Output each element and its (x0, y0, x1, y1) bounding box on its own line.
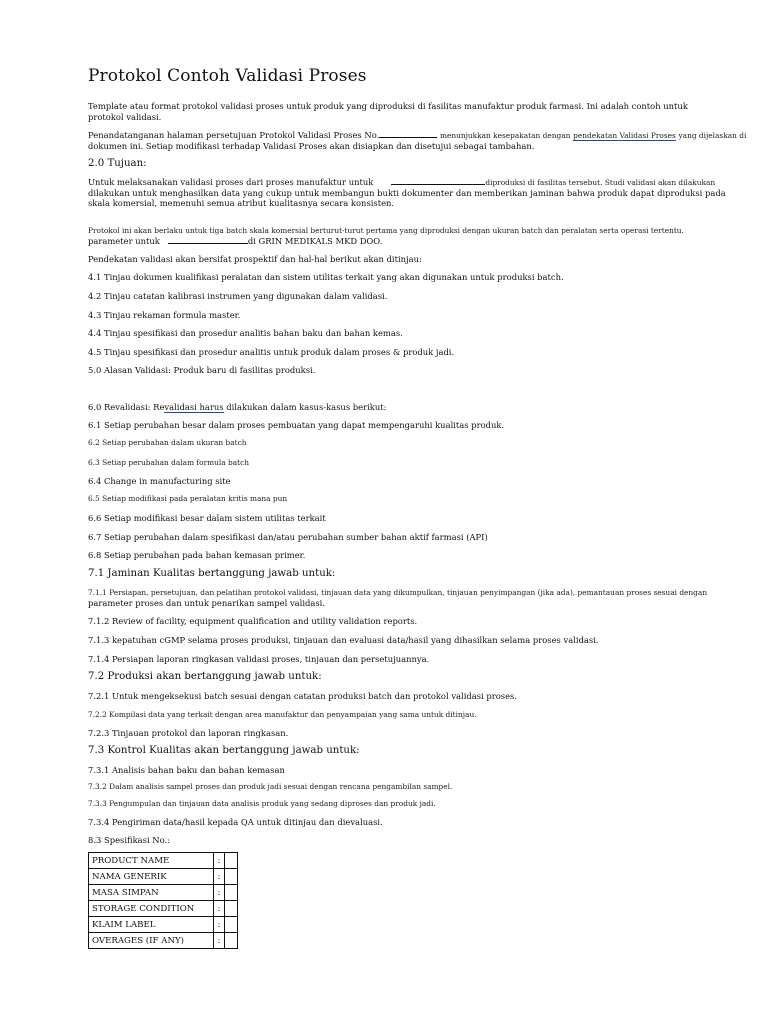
item-4-3: 4.3 Tinjau rekaman formula master. (88, 310, 241, 320)
approach-text: Pendekatan validasi akan bersifat prospektif dan hal-hal berikut akan ditinjau: (88, 254, 422, 264)
item-6-8: 6.8 Setiap perubahan pada bahan kemasan primer. (88, 550, 306, 560)
signature-line-2: dokumen ini. Setiap modifikasi terhadap Validasi Proses akan disiapkan dan disetujui sebagai tambahan. (88, 141, 535, 151)
signature-mid: menunjukkan kesepakatan dengan (439, 131, 571, 140)
item-7-2-2: 7.2.2 Kompilasi data yang terkait dengan area manufaktur dan penyampaian yang sama untuk ditinjau. (88, 710, 477, 719)
spec-value (225, 853, 238, 869)
spec-label: PRODUCT NAME (89, 853, 214, 869)
item-7-1-2: 7.1.2 Review of facility, equipment qualification and utility validation reports. (88, 616, 418, 626)
table-row (89, 917, 238, 933)
table-row (89, 869, 238, 885)
spec-value (225, 901, 238, 917)
item-6-3: 6.3 Setiap perubahan dalam formula batch (88, 458, 250, 467)
spec-label: NAMA GENERIK (89, 869, 214, 885)
spec-label: OVERAGES (IF ANY) (89, 933, 214, 949)
section-7-2-heading: 7.2 Produksi akan bertanggung jawab untuk: (88, 671, 322, 682)
item-7-2-3: 7.2.3 Tinjauan protokol dan laporan ringkasan. (88, 728, 289, 738)
intro-line-2: protokol validasi. (88, 112, 162, 122)
item-6-1: 6.1 Setiap perubahan besar dalam proses pembuatan yang dapat mempengaruhi kualitas produk. (88, 420, 505, 430)
spec-sep: : (214, 933, 225, 949)
item-6-5: 6.5 Setiap modifikasi pada peralatan kritis mana pun (88, 494, 288, 503)
item-4-2: 4.2 Tinjau catatan kalibrasi instrumen yang digunakan dalam validasi. (88, 291, 388, 301)
spec-sep: : (214, 885, 225, 901)
section-7-1-heading: 7.1 Jaminan Kualitas bertanggung jawab untuk: (88, 568, 336, 579)
spec-label: KLAIM LABEL (89, 917, 214, 933)
item-6-6: 6.6 Setiap modifikasi besar dalam sistem utilitas terkait (88, 513, 326, 523)
protocol-line-2a: parameter untuk (88, 236, 160, 246)
table-row (89, 853, 238, 869)
revalidation-heading (88, 402, 386, 412)
signature-post: yang dijelaskan di (678, 131, 747, 140)
section-2-heading: 2.0 Tujuan: (88, 158, 147, 169)
parameter-blank (168, 242, 248, 244)
item-7-1-3: 7.1.3 kepatuhan cGMP selama proses produksi, tinjauan dan evaluasi data/hasil yang dihasilkan selama proses validasi. (88, 635, 599, 645)
spec-sep: : (214, 869, 225, 885)
table-row (89, 901, 238, 917)
spec-heading: 8.3 Spesifikasi No.: (88, 835, 171, 845)
spec-table (88, 852, 238, 949)
item-7-3-4: 7.3.4 Pengiriman data/hasil kepada QA untuk ditinjau dan dievaluasi. (88, 817, 383, 827)
signature-line-1 (88, 130, 746, 140)
page-title: Protokol Contoh Validasi Proses (88, 66, 367, 86)
section-7-3-heading: 7.3 Kontrol Kualitas akan bertanggung jawab untuk: (88, 745, 360, 756)
item-6-2: 6.2 Setiap perubahan dalam ukuran batch (88, 438, 247, 447)
table-row (89, 885, 238, 901)
section-2-line-1a: Untuk melaksanakan validasi proses dari proses manufaktur untuk (88, 177, 374, 187)
spec-label: MASA SIMPAN (89, 885, 214, 901)
protocol-line-2b: di GRIN MEDIKALS MKD DOO. (247, 236, 383, 246)
reval-pre: 6.0 Revalidasi: Re (88, 402, 165, 412)
intro-line-1: Template atau format protokol validasi proses untuk produk yang diproduksi di fasilitas manufaktur produk farmasi. Ini adalah contoh untuk (88, 101, 688, 111)
item-7-3-3: 7.3.3 Pengumpulan dan tinjauan data analisis produk yang sedang diproses dan produk jadi. (88, 799, 436, 808)
item-7-2-1: 7.2.1 Untuk mengeksekusi batch sesuai dengan catatan produksi batch dan protokol validasi proses. (88, 691, 518, 701)
spec-sep: : (214, 917, 225, 933)
section-2-line-3: skala komersial, memenuhi semua atribut kualitasnya secara konsisten. (88, 198, 395, 208)
item-6-4: 6.4 Change in manufacturing site (88, 476, 231, 486)
item-7-3-2: 7.3.2 Dalam analisis sampel proses dan produk jadi sesuai dengan rencana pengambilan sampel. (88, 782, 453, 791)
item-7-1-1a: 7.1.1 Persiapan, persetujuan, dan pelatihan protokol validasi, tinjauan data yang dikumpulkan, tinjauan penyimpangan (jika ada), pemantauan proses sesuai dengan (88, 588, 708, 597)
signature-pre: Penandatanganan halaman persetujuan Protokol Validasi Proses No. (88, 130, 380, 140)
item-6-7: 6.7 Setiap perubahan dalam spesifikasi dan/atau perubahan sumber bahan aktif farmasi (API) (88, 532, 488, 542)
protocol-line-1: Protokol ini akan berlaku untuk tiga batch skala komersial berturut-turut pertama yang diproduksi dengan ukuran batch dan peralatan serta operasi tertentu. (88, 226, 684, 235)
table-row (89, 933, 238, 949)
spec-label: STORAGE CONDITION (89, 901, 214, 917)
spec-value (225, 933, 238, 949)
spec-value (225, 917, 238, 933)
spec-sep: : (214, 901, 225, 917)
reval-post: dilakukan dalam kasus-kasus berikut: (226, 402, 387, 412)
item-5-0: 5.0 Alasan Validasi: Produk baru di fasilitas produksi. (88, 365, 316, 375)
item-7-1-4: 7.1.4 Persiapan laporan ringkasan validasi proses, tinjauan dan persetujuannya. (88, 654, 430, 664)
protocol-line-2 (88, 236, 382, 246)
spec-sep: : (214, 853, 225, 869)
spec-value (225, 885, 238, 901)
section-2-line-1 (88, 177, 715, 187)
validation-approach-link[interactable]: pendekatan Validasi Proses (573, 131, 676, 140)
revalidation-link[interactable]: validasi harus (164, 402, 224, 412)
section-2-line-1b: diproduksi di fasilitas tersebut. Studi validasi akan dilakukan (485, 178, 716, 187)
item-4-1: 4.1 Tinjau dokumen kualifikasi peralatan dan sistem utilitas terkait yang akan digunakan untuk produksi batch. (88, 272, 564, 282)
item-7-1-1b: parameter proses dan untuk penarikan sampel validasi. (88, 598, 326, 608)
item-4-5: 4.5 Tinjau spesifikasi dan prosedur analitis untuk produk dalam proses & produk jadi. (88, 347, 455, 357)
spec-value (225, 869, 238, 885)
product-blank (391, 183, 485, 185)
item-7-3-1: 7.3.1 Analisis bahan baku dan bahan kemasan (88, 765, 285, 775)
protocol-no-blank (379, 136, 437, 138)
item-4-4: 4.4 Tinjau spesifikasi dan prosedur analitis bahan baku dan bahan kemas. (88, 328, 403, 338)
section-2-line-2: dilakukan untuk menghasilkan data yang cukup untuk membangun bukti dokumenter dan memberikan jaminan bahwa produk dapat diproduksi pada (88, 188, 726, 198)
